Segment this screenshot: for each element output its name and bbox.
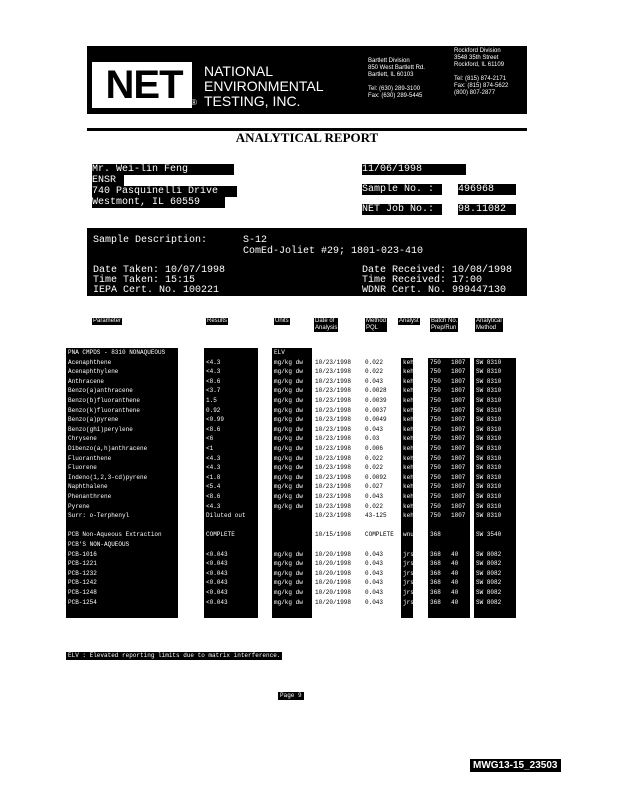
row-pql: 0.022 bbox=[365, 502, 384, 510]
date-received: Date Received: 10/08/1998 bbox=[362, 265, 513, 276]
row-parameter: PCB-1016 bbox=[68, 550, 97, 558]
row-pql: COMPLETE bbox=[365, 531, 394, 539]
row-date: 10/23/1998 bbox=[315, 416, 352, 424]
row-batch-prep: 368 bbox=[430, 560, 441, 568]
row-pql: 0.043 bbox=[365, 493, 384, 500]
row-batch-prep: 368 bbox=[430, 579, 441, 587]
address-line: Bartlett, IL 60103 bbox=[368, 72, 414, 78]
sample-description-label: Sample Description: bbox=[93, 235, 208, 246]
row-batch-prep: 368 bbox=[430, 531, 441, 539]
row-analyst: keh bbox=[403, 406, 414, 414]
row-pql: 0.043 bbox=[365, 550, 384, 558]
row-result: <0.043 bbox=[206, 569, 228, 577]
row-parameter: PCB-1254 bbox=[68, 598, 97, 606]
row-method: SW 8310 bbox=[476, 397, 502, 404]
row-result: <4.3 bbox=[206, 454, 221, 462]
row-pql: 0.03 bbox=[365, 435, 380, 443]
time-taken: Time Taken: 15:15 bbox=[93, 275, 196, 286]
row-analyst: keh bbox=[403, 368, 414, 376]
row-date: 10/15/1998 bbox=[315, 531, 352, 539]
column-header-results: Results bbox=[207, 318, 228, 324]
row-date: 10/20/1998 bbox=[315, 589, 352, 596]
row-analyst: keh bbox=[403, 416, 414, 424]
address-line bbox=[368, 79, 448, 86]
table-row bbox=[66, 503, 516, 511]
row-parameter: Naphthalene bbox=[68, 483, 108, 491]
row-batch-run: 1807 bbox=[451, 502, 466, 510]
row-batch-prep: 750 bbox=[430, 445, 441, 452]
row-parameter: PNA CMPDS - 8310 NONAQUEOUS bbox=[68, 349, 166, 356]
row-batch-run: 1807 bbox=[451, 473, 466, 481]
row-batch-prep: 750 bbox=[430, 416, 441, 424]
row-date: 10/20/1998 bbox=[315, 569, 352, 577]
row-date: 10/23/1998 bbox=[315, 464, 352, 472]
row-units: mg/kg dw bbox=[274, 598, 303, 606]
row-batch-prep: 368 bbox=[430, 598, 441, 606]
row-units: ELV bbox=[274, 349, 285, 356]
row-pql: 0.022 bbox=[365, 368, 384, 376]
row-date: 10/23/1998 bbox=[315, 445, 352, 452]
row-units: mg/kg dw bbox=[274, 387, 303, 395]
table-row bbox=[66, 416, 516, 424]
address-line: Fax: (815) 874-5622 bbox=[454, 83, 509, 89]
row-batch-prep: 368 bbox=[430, 589, 441, 596]
row-result: <0.043 bbox=[206, 550, 228, 558]
row-batch-prep: 750 bbox=[430, 435, 441, 443]
row-analyst: keh bbox=[403, 425, 414, 433]
table-row bbox=[66, 349, 516, 357]
row-units: mg/kg dw bbox=[274, 397, 303, 404]
row-units: mg/kg dw bbox=[274, 483, 303, 491]
row-units: mg/kg dw bbox=[274, 406, 303, 414]
row-pql: 0.043 bbox=[365, 560, 384, 568]
table-row bbox=[66, 579, 516, 587]
row-date: 10/23/1998 bbox=[315, 377, 352, 385]
address-line: Tel: (630) 289-3100 bbox=[368, 86, 421, 92]
row-batch-run: 40 bbox=[451, 598, 459, 606]
row-method: SW 8310 bbox=[476, 454, 502, 462]
row-parameter: Chrysene bbox=[68, 435, 97, 443]
row-pql: 0.022 bbox=[365, 358, 384, 366]
row-analyst: keh bbox=[403, 387, 414, 395]
address-line: Bartlett Division bbox=[368, 58, 410, 64]
row-batch-prep: 750 bbox=[430, 406, 441, 414]
row-result: COMPLETE bbox=[206, 531, 235, 539]
row-method: SW 8310 bbox=[476, 368, 502, 376]
row-parameter: Benzo(ghi)perylene bbox=[68, 425, 133, 433]
table-row bbox=[66, 531, 516, 539]
row-date: 10/23/1998 bbox=[315, 387, 352, 395]
row-batch-run: 1807 bbox=[451, 493, 466, 500]
sample-description-block bbox=[87, 228, 527, 296]
row-parameter: PCB-1248 bbox=[68, 589, 97, 596]
table-row bbox=[66, 359, 516, 367]
sample-description-value: S-12 bbox=[243, 235, 268, 246]
row-method: SW 8310 bbox=[476, 464, 502, 472]
row-units: mg/kg dw bbox=[274, 435, 303, 443]
row-pql: 0.043 bbox=[365, 579, 384, 587]
table-row bbox=[66, 464, 516, 472]
row-pql: 0.006 bbox=[365, 445, 384, 452]
table-row bbox=[66, 368, 516, 376]
bartlett-division-address bbox=[368, 58, 448, 100]
column-header-method: Analytical Method bbox=[476, 318, 502, 331]
row-batch-run: 40 bbox=[451, 550, 459, 558]
company-name-line: NATIONAL bbox=[204, 63, 273, 79]
table-row bbox=[66, 483, 516, 491]
row-result: 0.92 bbox=[206, 406, 221, 414]
row-result: <8.6 bbox=[206, 425, 221, 433]
row-result: <6 bbox=[206, 435, 214, 443]
address-line: 3548 35th Street bbox=[454, 55, 499, 61]
row-parameter: PCB-1221 bbox=[68, 560, 97, 568]
row-method: SW 8082 bbox=[476, 598, 502, 606]
row-batch-run: 1807 bbox=[451, 425, 466, 433]
row-method: SW 8310 bbox=[476, 416, 502, 424]
row-analyst: wnu bbox=[403, 531, 414, 539]
row-parameter: Fluoranthene bbox=[68, 454, 112, 462]
row-method: SW 8310 bbox=[476, 512, 502, 520]
row-batch-prep: 750 bbox=[430, 512, 441, 520]
row-method: SW 8082 bbox=[476, 569, 502, 577]
row-date: 10/23/1998 bbox=[315, 512, 352, 520]
row-batch-run: 40 bbox=[451, 560, 459, 568]
row-date: 10/23/1998 bbox=[315, 425, 352, 433]
row-batch-prep: 750 bbox=[430, 368, 441, 376]
address-line: Rockford, IL 61109 bbox=[454, 62, 505, 68]
row-result: <0.043 bbox=[206, 598, 228, 606]
row-analyst: jrs bbox=[403, 569, 414, 577]
row-parameter: Phenanthrene bbox=[68, 493, 112, 500]
row-parameter: Indeno(1,2,3-cd)pyrene bbox=[68, 473, 148, 481]
column-header-parameter: Parameter bbox=[93, 318, 122, 324]
job-no: 98.11082 bbox=[458, 204, 516, 215]
row-analyst: keh bbox=[403, 473, 414, 481]
address-line: (800) 807-2877 bbox=[454, 90, 496, 96]
row-parameter: Benzo(k)fluoranthene bbox=[68, 406, 141, 414]
row-units: mg/kg dw bbox=[274, 358, 303, 366]
row-method: SW 8310 bbox=[476, 483, 502, 491]
row-batch-run: 1807 bbox=[451, 416, 466, 424]
row-result: <8.6 bbox=[206, 377, 221, 385]
row-pql: 0.043 bbox=[365, 377, 384, 385]
table-row bbox=[66, 551, 516, 559]
row-parameter: Dibenzo(a,h)anthracene bbox=[68, 445, 148, 452]
row-parameter: PCB-1232 bbox=[68, 569, 97, 577]
row-batch-run: 40 bbox=[451, 579, 459, 587]
row-units: mg/kg dw bbox=[274, 493, 303, 500]
table-row bbox=[66, 570, 516, 578]
company-logo: NET bbox=[105, 63, 183, 107]
row-result: Diluted out bbox=[206, 512, 246, 520]
row-batch-run: 1807 bbox=[451, 454, 466, 462]
row-result: <0.99 bbox=[206, 416, 225, 424]
table-row bbox=[66, 455, 516, 463]
address-line: Tel: (815) 874-2171 bbox=[454, 76, 507, 82]
row-pql: 0.022 bbox=[365, 454, 384, 462]
row-parameter: Anthracene bbox=[68, 377, 105, 385]
row-pql: 0.043 bbox=[365, 589, 384, 596]
row-batch-run: 1807 bbox=[451, 406, 466, 414]
row-date: 10/23/1998 bbox=[315, 435, 352, 443]
row-parameter: Benzo(a)pyrene bbox=[68, 416, 119, 424]
table-row bbox=[66, 435, 516, 443]
table-row bbox=[66, 589, 516, 597]
row-batch-prep: 368 bbox=[430, 550, 441, 558]
row-analyst: keh bbox=[403, 445, 414, 452]
document-id: MWG13-15_23503 bbox=[470, 759, 561, 772]
row-date: 10/20/1998 bbox=[315, 598, 352, 606]
row-batch-prep: 750 bbox=[430, 358, 441, 366]
row-analyst: jrs bbox=[403, 598, 414, 606]
row-result: <4.3 bbox=[206, 502, 221, 510]
row-parameter: Benzo(a)anthracene bbox=[68, 387, 133, 395]
row-result: <1.8 bbox=[206, 473, 221, 481]
client-line: 740 Pasquinelli Drive bbox=[92, 186, 237, 197]
row-method: SW 8310 bbox=[476, 445, 502, 452]
client-line: Westmont, IL 60559 bbox=[92, 197, 225, 208]
row-date: 10/20/1998 bbox=[315, 579, 352, 587]
row-analyst: keh bbox=[403, 493, 414, 500]
table-row bbox=[66, 474, 516, 482]
column-header-pql: Method PQL bbox=[366, 318, 387, 331]
row-parameter: Acenaphthylene bbox=[68, 368, 119, 376]
job-no-label: NET Job No.: bbox=[362, 204, 442, 215]
column-header-batch: Batch No. Prep/Run bbox=[431, 318, 458, 331]
row-result: <4.3 bbox=[206, 358, 221, 366]
row-units: mg/kg dw bbox=[274, 368, 303, 376]
row-units: mg/kg dw bbox=[274, 550, 303, 558]
row-method: SW 8310 bbox=[476, 387, 502, 395]
row-pql: 0.022 bbox=[365, 464, 384, 472]
row-date: 10/23/1998 bbox=[315, 406, 352, 414]
row-method: SW 8310 bbox=[476, 493, 502, 500]
row-batch-run: 1807 bbox=[451, 512, 466, 520]
row-batch-run: 1807 bbox=[451, 387, 466, 395]
row-parameter: Acenaphthene bbox=[68, 358, 112, 366]
row-units: mg/kg dw bbox=[274, 425, 303, 433]
row-units: mg/kg dw bbox=[274, 464, 303, 472]
row-method: SW 8310 bbox=[476, 502, 502, 510]
table-row bbox=[66, 407, 516, 415]
row-batch-prep: 750 bbox=[430, 502, 441, 510]
row-result: <0.043 bbox=[206, 579, 228, 587]
row-pql: 0.027 bbox=[365, 483, 384, 491]
row-result: <5.4 bbox=[206, 483, 221, 491]
row-date: 10/23/1998 bbox=[315, 397, 352, 404]
row-parameter: Benzo(b)fluoranthene bbox=[68, 397, 141, 404]
row-units: mg/kg dw bbox=[274, 589, 303, 596]
row-method: SW 8310 bbox=[476, 435, 502, 443]
row-method: SW 8082 bbox=[476, 589, 502, 596]
address-line: 850 West Bartlett Rd. bbox=[368, 65, 425, 71]
client-line: Mr. Wei-lin Feng bbox=[92, 164, 234, 175]
row-date: 10/23/1998 bbox=[315, 502, 352, 510]
row-analyst: keh bbox=[403, 464, 414, 472]
row-units: mg/kg dw bbox=[274, 502, 303, 510]
row-analyst: keh bbox=[403, 358, 414, 366]
wdnr-cert: WDNR Cert. No. 999447130 bbox=[362, 285, 507, 296]
row-units: mg/kg dw bbox=[274, 454, 303, 462]
time-received: Time Received: 17:00 bbox=[362, 275, 483, 286]
table-row bbox=[66, 426, 516, 434]
table-row bbox=[66, 445, 516, 453]
row-units: mg/kg dw bbox=[274, 473, 303, 481]
row-batch-run: 40 bbox=[451, 589, 459, 596]
row-batch-run: 40 bbox=[451, 569, 459, 577]
table-row bbox=[66, 512, 516, 520]
registered-mark: ® bbox=[191, 98, 197, 107]
row-analyst: keh bbox=[403, 397, 414, 404]
table-row bbox=[66, 522, 516, 530]
row-analyst: jrs bbox=[403, 589, 414, 596]
row-method: SW 3540 bbox=[476, 531, 502, 539]
table-row bbox=[66, 387, 516, 395]
company-name-line: ENVIRONMENTAL bbox=[204, 78, 324, 94]
row-pql: 0.0037 bbox=[365, 406, 387, 414]
row-batch-run: 1807 bbox=[451, 483, 466, 491]
row-method: SW 8082 bbox=[476, 550, 502, 558]
row-date: 10/23/1998 bbox=[315, 493, 352, 500]
row-method: SW 8310 bbox=[476, 358, 502, 366]
row-parameter: PCB-1242 bbox=[68, 579, 97, 587]
table-row bbox=[66, 541, 516, 549]
column-header-date: Date of Analysis bbox=[315, 318, 338, 331]
row-analyst: jrs bbox=[403, 550, 414, 558]
row-units: mg/kg dw bbox=[274, 445, 303, 452]
row-method: SW 8082 bbox=[476, 579, 502, 587]
table-row bbox=[66, 378, 516, 386]
row-units: mg/kg dw bbox=[274, 579, 303, 587]
column-header-analyst: Analyst bbox=[399, 318, 419, 324]
row-result: <4.3 bbox=[206, 368, 221, 376]
address-line: Rockford Division bbox=[454, 48, 501, 54]
row-parameter: Fluorene bbox=[68, 464, 97, 472]
row-batch-prep: 750 bbox=[430, 425, 441, 433]
row-pql: 0.043 bbox=[365, 598, 384, 606]
row-date: 10/23/1998 bbox=[315, 483, 352, 491]
row-batch-prep: 750 bbox=[430, 387, 441, 395]
row-pql: 0.043 bbox=[365, 569, 384, 577]
row-units: mg/kg dw bbox=[274, 560, 303, 568]
row-batch-run: 1807 bbox=[451, 435, 466, 443]
sample-no: 496968 bbox=[458, 184, 516, 195]
page-number: Page 9 bbox=[280, 692, 302, 699]
row-parameter: Pyrene bbox=[68, 502, 90, 510]
row-batch-prep: 750 bbox=[430, 397, 441, 404]
row-pql: 0.0092 bbox=[365, 473, 387, 481]
row-batch-prep: 750 bbox=[430, 454, 441, 462]
row-batch-prep: 750 bbox=[430, 473, 441, 481]
report-title: ANALYTICAL REPORT bbox=[87, 128, 527, 147]
row-batch-prep: 750 bbox=[430, 483, 441, 491]
row-analyst: keh bbox=[403, 377, 414, 385]
client-line: ENSR bbox=[92, 175, 124, 186]
table-row bbox=[66, 599, 516, 607]
column-header-units: Units bbox=[275, 318, 289, 324]
row-result: <4.3 bbox=[206, 464, 221, 472]
row-analyst: keh bbox=[403, 502, 414, 510]
row-date: 10/20/1998 bbox=[315, 550, 352, 558]
sample-no-label: Sample No. : bbox=[362, 184, 442, 195]
row-pql: 0.043 bbox=[365, 425, 384, 433]
row-batch-run: 1807 bbox=[451, 358, 466, 366]
row-analyst: keh bbox=[403, 483, 414, 491]
row-result: <0.043 bbox=[206, 560, 228, 568]
row-date: 10/23/1998 bbox=[315, 454, 352, 462]
row-date: 10/23/1998 bbox=[315, 358, 352, 366]
row-analyst: jrs bbox=[403, 560, 414, 568]
row-pql: 43-125 bbox=[365, 512, 387, 520]
row-batch-prep: 368 bbox=[430, 569, 441, 577]
row-result: <3.7 bbox=[206, 387, 221, 395]
rockford-division-address bbox=[454, 48, 526, 97]
company-name bbox=[204, 64, 324, 109]
row-batch-run: 1807 bbox=[451, 397, 466, 404]
row-method: SW 8310 bbox=[476, 425, 502, 433]
row-parameter: Surr: o-Terphenyl bbox=[68, 512, 130, 520]
iepa-cert: IEPA Cert. No. 100221 bbox=[93, 285, 220, 296]
row-analyst: keh bbox=[403, 435, 414, 443]
report-date: 11/06/1998 bbox=[362, 164, 466, 175]
row-result: <0.043 bbox=[206, 589, 228, 596]
table-row bbox=[66, 493, 516, 501]
row-analyst: keh bbox=[403, 512, 414, 520]
table-row bbox=[66, 560, 516, 568]
row-batch-prep: 750 bbox=[430, 464, 441, 472]
row-parameter: PCB'S NON-AQUEOUS bbox=[68, 541, 130, 548]
row-pql: 0.0028 bbox=[365, 387, 387, 395]
row-method: SW 8082 bbox=[476, 560, 502, 568]
row-method: SW 8310 bbox=[476, 406, 502, 414]
footnote: ELV : Elevated reporting limits due to matrix interference. bbox=[68, 652, 281, 659]
row-result: <8.6 bbox=[206, 493, 221, 500]
row-parameter: PCB Non-Aqueous Extraction bbox=[68, 531, 162, 539]
date-taken: Date Taken: 10/07/1998 bbox=[93, 265, 226, 276]
results-table bbox=[66, 348, 516, 618]
row-date: 10/23/1998 bbox=[315, 368, 352, 376]
address-line: Fax: (630) 289-5445 bbox=[368, 93, 423, 99]
table-row bbox=[66, 397, 516, 405]
client-address bbox=[92, 164, 237, 208]
row-pql: 0.0049 bbox=[365, 416, 387, 424]
row-pql: 0.0039 bbox=[365, 397, 387, 404]
row-batch-run: 1807 bbox=[451, 368, 466, 376]
row-batch-prep: 750 bbox=[430, 377, 441, 385]
row-batch-run: 1807 bbox=[451, 464, 466, 472]
address-line bbox=[454, 69, 526, 76]
row-method: SW 8310 bbox=[476, 377, 502, 385]
row-date: 10/20/1998 bbox=[315, 560, 352, 568]
row-method: SW 8310 bbox=[476, 473, 502, 481]
row-result: 1.5 bbox=[206, 397, 217, 404]
row-batch-run: 1807 bbox=[451, 445, 466, 452]
row-analyst: jrs bbox=[403, 579, 414, 587]
row-batch-prep: 750 bbox=[430, 493, 441, 500]
row-units: mg/kg dw bbox=[274, 569, 303, 577]
row-units: mg/kg dw bbox=[274, 377, 303, 385]
row-analyst: keh bbox=[403, 454, 414, 462]
company-name-line: TESTING, INC. bbox=[204, 93, 301, 109]
row-result: <1 bbox=[206, 445, 214, 452]
row-batch-run: 1807 bbox=[451, 377, 466, 385]
row-units: mg/kg dw bbox=[274, 416, 303, 424]
sample-description-value: ComEd-Joliet #29; 1801-023-410 bbox=[243, 246, 424, 257]
row-date: 10/23/1998 bbox=[315, 473, 352, 481]
